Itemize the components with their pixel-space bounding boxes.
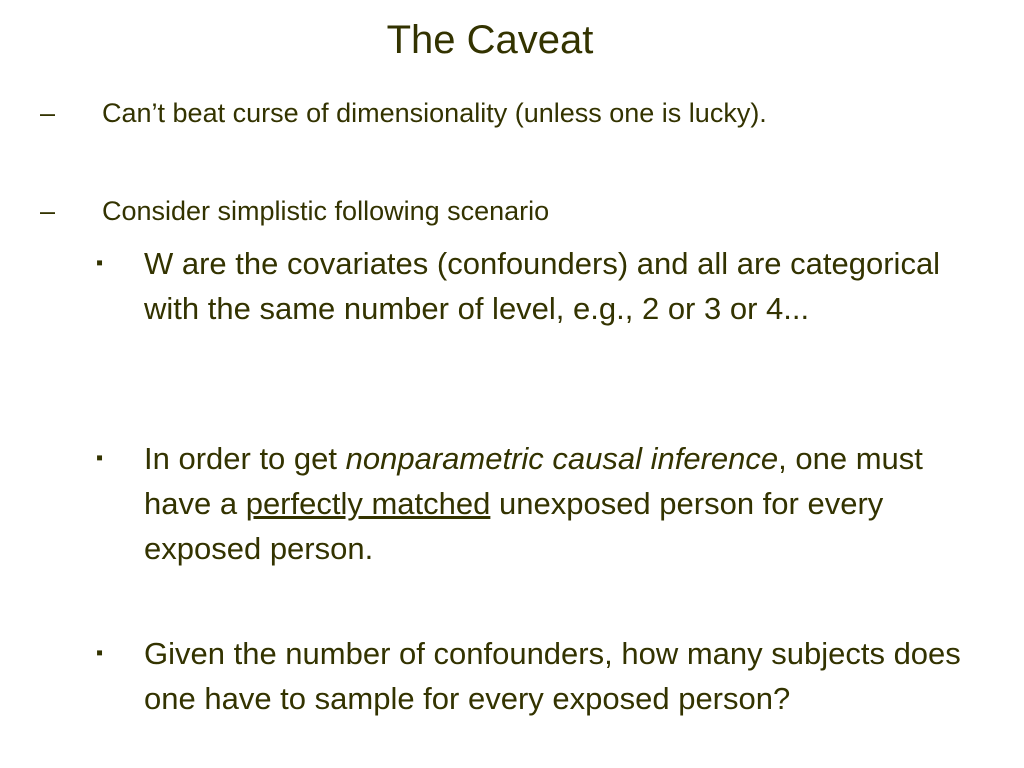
sub-bullet-text-part: unexposed person for every exposed person. xyxy=(144,486,884,566)
square-bullet-icon: ▪ xyxy=(96,447,104,469)
sub-bullet-2 xyxy=(96,436,966,571)
square-bullet-icon: ▪ xyxy=(96,252,104,274)
sub-bullet-text-part: , one must have a xyxy=(144,441,923,521)
sub-bullet-text: W are the covariates (confounders) and all are categorical with the same number of level, e.g., 2 or 3 or 4... xyxy=(144,246,941,326)
slide-title: The Caveat xyxy=(386,18,594,62)
sub-bullet-3 xyxy=(96,631,966,721)
emphasized-term: nonparametric causal inference xyxy=(345,441,779,476)
square-bullet-icon: ▪ xyxy=(96,642,104,664)
sub-bullet-text: Given the number of confounders, how many subjects does one have to sample for every exposed person? xyxy=(144,636,961,716)
underlined-term: perfectly matched xyxy=(245,486,491,521)
bullet-point-text: Can’t beat curse of dimensionality (unless one is lucky). xyxy=(102,98,767,128)
sub-bullet-1 xyxy=(96,241,966,331)
sub-bullet-text-part: In order to get xyxy=(144,441,346,476)
bullet-point-text: Consider simplistic following scenario xyxy=(102,196,550,226)
dash-bullet-icon: – xyxy=(40,98,56,128)
sub-bullet-text xyxy=(144,436,966,571)
dash-bullet-icon: – xyxy=(40,196,56,226)
